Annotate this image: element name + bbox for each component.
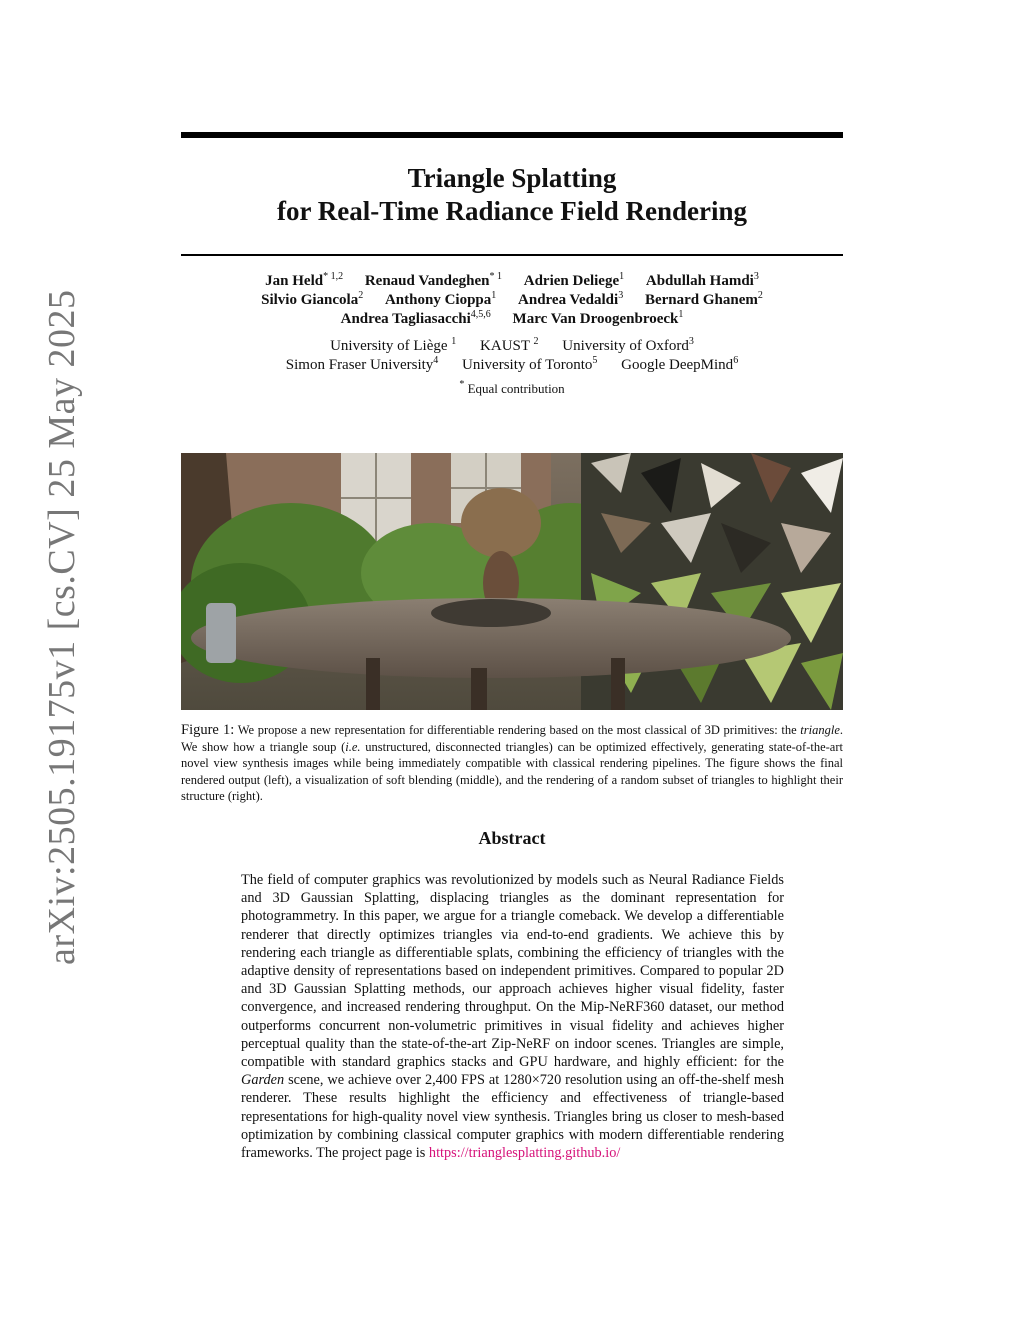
author-row-2 <box>181 291 843 310</box>
title-rule-top <box>181 132 843 138</box>
title-rule-bottom <box>181 254 843 256</box>
author: Marc Van Droogenbroeck$^1$ <box>512 309 684 327</box>
project-page-link[interactable]: https://trianglesplatting.github.io/ <box>428 1145 621 1162</box>
title-line-1: Triangle Splatting <box>407 163 617 193</box>
figure-caption: Figure 1: We propose a new representation for differentiable rendering based on the most classical of 3D primitives: the triangle. We show how a triangle soup (i.e. unstructured, disconnected triangles) can be optimized effectively, generating state-of-the-art novel view synthesis images while being immediately compatible with classical rendering pipelines. The figure shows the final rendered output (left), a visualization of soft blending (middle), and the rendering of a random subset of triangles to highlight their structure (right). <box>181 722 843 803</box>
paper-title <box>181 162 843 228</box>
abstract-body: The field of computer graphics was revolutionized by models such as Neural Radiance Fields and 3D Gaussian Splatting, displacing triangles as the dominant representation for photogrammetry. In this paper, we argue for a triangle comeback. We develop a differentiable renderer that directly optimizes triangles via end-to-end gradients. We achieve this by rendering each triangle as differentiable splats, combining the efficiency of triangles with the adaptive density of representations based on independent primitives. Compared to popular 2D and 3D Gaussian Splatting methods, our approach achieves higher visual fidelity, faster convergence, and increased rendering throughput. On the Mip-NeRF360 dataset, our method outperforms concurrent non-volumetric primitives in visual fidelity and achieves higher perceptual quality than the state-of-the-art Zip-NeRF on indoor scenes. Triangles are simple, compatible with standard graphics stacks and GPU hardware, and highly efficient: for the Garden scene, we achieve over 2,400 FPS at 1280×720 resolution using an off-the-shelf mesh renderer. These results highlight the efficiency and effectiveness of triangle-based representations for high-quality novel view synthesis. Triangles bring us closer to mesh-based optimization by combining classical computer graphics with modern differentiable rendering frameworks. The project page is https://trianglesplatting.github.io/ <box>241 872 784 1162</box>
affiliation: University of Liège $^1$ <box>330 336 457 354</box>
affiliation: KAUST $^2$ <box>480 336 539 354</box>
author: Andrea Tagliasacchi$^{4,5,6}$ <box>340 309 491 327</box>
author: Abdullah Hamdi$^3$ <box>645 271 759 289</box>
author: Anthony Cioppa$^1$ <box>384 290 497 308</box>
watering-can <box>206 603 236 663</box>
arxiv-identifier: arXiv:2505.19175v1 [cs.CV] 25 May 2025 <box>41 289 83 965</box>
author: Renaud Vandeghen$^{* 1}$ <box>364 271 502 289</box>
affiliation-list <box>181 337 843 375</box>
affiliation-row-2 <box>181 356 843 375</box>
author-row-3 <box>181 310 843 329</box>
dried-flowers <box>461 488 541 558</box>
garden-scene-illustration <box>181 453 843 710</box>
abstract-heading: Abstract <box>478 828 546 848</box>
author: Bernard Ghanem$^2$ <box>644 290 763 308</box>
author: Adrien Deliege$^1$ <box>523 271 625 289</box>
author-row-1 <box>181 272 843 291</box>
affiliation: University of Oxford$^3$ <box>562 336 694 354</box>
author: Jan Held$^{* 1,2}$ <box>265 271 344 289</box>
affiliation-row-1 <box>181 337 843 356</box>
affiliation: University of Toronto$^5$ <box>462 355 598 373</box>
author-list <box>181 272 843 329</box>
figure-label: Figure 1: <box>181 722 235 738</box>
table-leg <box>366 658 380 710</box>
affiliation: Google DeepMind$^6$ <box>621 355 739 373</box>
title-line-2: for Real-Time Radiance Field Rendering <box>277 196 747 226</box>
equal-contribution-note: * Equal contribution <box>459 379 565 396</box>
author: Andrea Vedaldi$^3$ <box>518 290 624 308</box>
author: Silvio Giancola$^2$ <box>261 290 364 308</box>
teaser-figure <box>181 453 843 710</box>
affiliation: Simon Fraser University$^4$ <box>285 355 439 373</box>
